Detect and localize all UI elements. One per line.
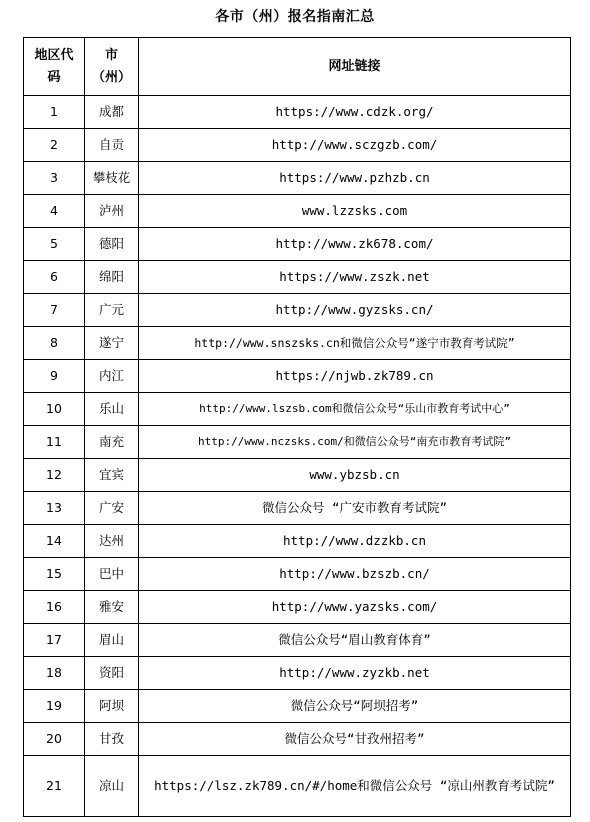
link-cell[interactable]: www.ybzsb.cn: [139, 459, 571, 492]
table-header-row: [24, 38, 571, 96]
city-cell: 德阳: [85, 228, 139, 261]
table-row: [24, 591, 571, 624]
city-cell: 南充: [85, 426, 139, 459]
header-region-code-line1: 地区代: [34, 47, 74, 63]
link-cell[interactable]: 微信公众号 “广安市教育考试院”: [139, 492, 571, 525]
city-cell: 甘孜: [85, 723, 139, 756]
link-cell[interactable]: 微信公众号“阿坝招考”: [139, 690, 571, 723]
region-code-cell: 11: [24, 426, 85, 459]
table-row: [24, 261, 571, 294]
city-cell: 宜宾: [85, 459, 139, 492]
table-row: [24, 327, 571, 360]
link-cell[interactable]: 微信公众号“甘孜州招考”: [139, 723, 571, 756]
city-cell: 自贡: [85, 129, 139, 162]
region-code-cell: 15: [24, 558, 85, 591]
page-title: 各市（州）报名指南汇总: [215, 9, 375, 25]
region-code-cell: 10: [24, 393, 85, 426]
region-code-cell: 14: [24, 525, 85, 558]
region-code-cell: 4: [24, 195, 85, 228]
city-cell: 遂宁: [85, 327, 139, 360]
region-code-cell: 2: [24, 129, 85, 162]
city-cell: 乐山: [85, 393, 139, 426]
city-cell: 成都: [85, 96, 139, 129]
table-row: [24, 294, 571, 327]
city-cell: 广元: [85, 294, 139, 327]
link-cell[interactable]: https://www.zszk.net: [139, 261, 571, 294]
header-region-code: [24, 38, 85, 96]
header-city-line2: （州）: [91, 69, 131, 85]
link-cell[interactable]: http://www.snszsks.cn和微信公众号“遂宁市教育考试院”: [139, 327, 571, 360]
table-row: [24, 360, 571, 393]
link-cell[interactable]: http://www.bzszb.cn/: [139, 558, 571, 591]
city-cell: 广安: [85, 492, 139, 525]
link-cell[interactable]: https://www.cdzk.org/: [139, 96, 571, 129]
link-cell[interactable]: http://www.zyzkb.net: [139, 657, 571, 690]
region-code-cell: 20: [24, 723, 85, 756]
table-row: [24, 525, 571, 558]
link-cell[interactable]: http://www.dzzkb.cn: [139, 525, 571, 558]
header-region-code-line2: 码: [47, 69, 61, 85]
region-code-cell: 7: [24, 294, 85, 327]
region-code-cell: 17: [24, 624, 85, 657]
link-cell[interactable]: http://www.gyzsks.cn/: [139, 294, 571, 327]
region-code-cell: 21: [24, 756, 85, 817]
region-code-cell: 8: [24, 327, 85, 360]
region-code-cell: 13: [24, 492, 85, 525]
table-row: [24, 558, 571, 591]
table-row: [24, 393, 571, 426]
region-code-cell: 5: [24, 228, 85, 261]
region-code-cell: 19: [24, 690, 85, 723]
link-cell[interactable]: https://www.pzhzb.cn: [139, 162, 571, 195]
table-row: [24, 657, 571, 690]
table-row: [24, 96, 571, 129]
region-code-cell: 6: [24, 261, 85, 294]
link-cell[interactable]: http://www.lszsb.com和微信公众号“乐山市教育考试中心”: [139, 393, 571, 426]
table-row: [24, 162, 571, 195]
table-row: [24, 723, 571, 756]
table-row: [24, 228, 571, 261]
link-cell[interactable]: http://www.nczsks.com/和微信公众号“南充市教育考试院”: [139, 426, 571, 459]
link-cell[interactable]: http://www.zk678.com/: [139, 228, 571, 261]
table-row: [24, 129, 571, 162]
link-cell[interactable]: www.lzzsks.com: [139, 195, 571, 228]
link-cell[interactable]: 微信公众号“眉山教育体育”: [139, 624, 571, 657]
header-link: 网址链接: [139, 38, 571, 96]
link-cell[interactable]: http://www.sczgzb.com/: [139, 129, 571, 162]
header-city: [85, 38, 139, 96]
table-row: [24, 756, 571, 817]
link-cell[interactable]: http://www.yazsks.com/: [139, 591, 571, 624]
city-cell: 凉山: [85, 756, 139, 817]
city-cell: 攀枝花: [85, 162, 139, 195]
region-code-cell: 12: [24, 459, 85, 492]
city-cell: 绵阳: [85, 261, 139, 294]
table-row: [24, 426, 571, 459]
link-cell[interactable]: https://lsz.zk789.cn/#/home和微信公众号 “凉山州教育考试院”: [139, 756, 571, 817]
city-cell: 雅安: [85, 591, 139, 624]
header-city-line1: 市: [104, 47, 118, 63]
region-code-cell: 16: [24, 591, 85, 624]
table-row: [24, 459, 571, 492]
table-row: [24, 624, 571, 657]
region-code-cell: 3: [24, 162, 85, 195]
table-row: [24, 492, 571, 525]
city-cell: 达州: [85, 525, 139, 558]
link-cell[interactable]: https://njwb.zk789.cn: [139, 360, 571, 393]
city-cell: 资阳: [85, 657, 139, 690]
city-cell: 巴中: [85, 558, 139, 591]
city-cell: 眉山: [85, 624, 139, 657]
registration-guide-table: [23, 37, 571, 817]
city-cell: 泸州: [85, 195, 139, 228]
city-cell: 内江: [85, 360, 139, 393]
table-row: [24, 195, 571, 228]
table-row: [24, 690, 571, 723]
region-code-cell: 18: [24, 657, 85, 690]
region-code-cell: 1: [24, 96, 85, 129]
city-cell: 阿坝: [85, 690, 139, 723]
region-code-cell: 9: [24, 360, 85, 393]
